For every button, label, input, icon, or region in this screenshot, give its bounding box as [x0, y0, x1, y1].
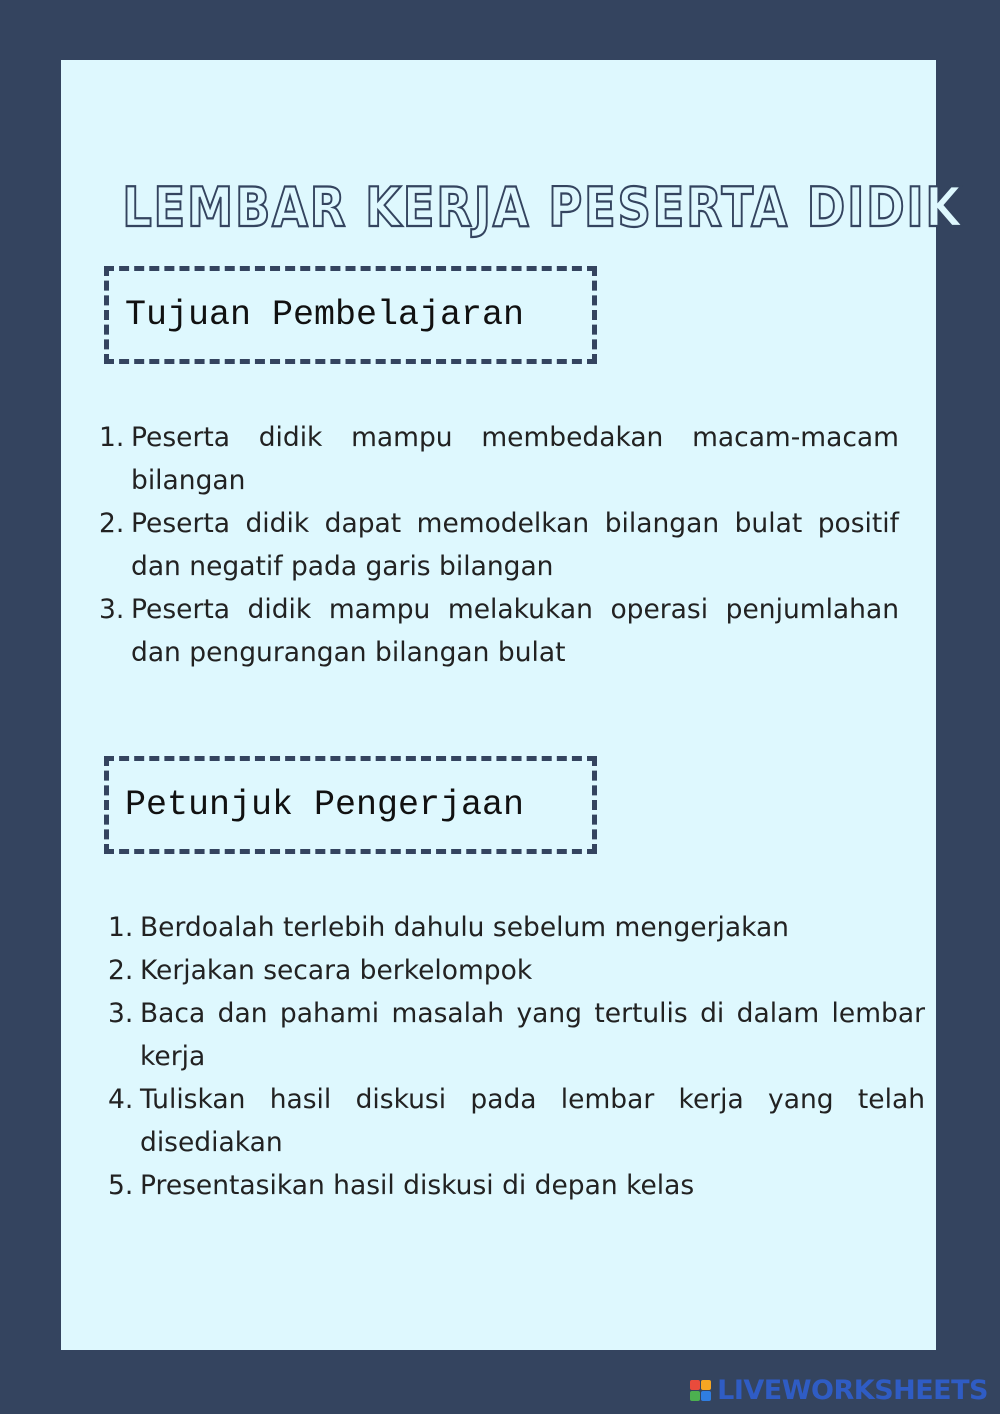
list-item	[108, 949, 925, 992]
list-item-text: Peserta didik mampu melakukan operasi penjumlahan dan pengurangan bilangan bulat	[131, 594, 899, 668]
list-item	[108, 1078, 925, 1164]
list-item	[99, 502, 899, 588]
list-item-text: Berdoalah terlebih dahulu sebelum mengerjakan	[140, 912, 789, 943]
liveworksheets-watermark	[690, 1375, 988, 1406]
list-item-text: Baca dan pahami masalah yang tertulis di dalam lembar kerja	[140, 998, 925, 1072]
list-item	[108, 1164, 925, 1207]
list-item-text: Presentasikan hasil diskusi di depan kelas	[140, 1170, 695, 1201]
list-item-number: 4.	[108, 1084, 134, 1115]
section-heading-label: Tujuan Pembelajaran	[125, 295, 525, 335]
list-item-text: Peserta didik dapat memodelkan bilangan bulat positif dan negatif pada garis bilangan	[131, 508, 899, 582]
list-item	[108, 992, 925, 1078]
list-item-number: 1.	[108, 912, 134, 943]
list-item	[108, 906, 925, 949]
logo-square	[690, 1391, 700, 1401]
logo-square	[701, 1391, 711, 1401]
watermark-text: LIVEWORKSHEETS	[717, 1375, 988, 1406]
logo-square	[701, 1380, 711, 1390]
list-item-number: 1.	[99, 422, 125, 453]
section-heading-tujuan	[104, 266, 597, 364]
list-item-number: 2.	[108, 955, 134, 986]
learning-objectives-list	[99, 416, 899, 674]
list-item-number: 2.	[99, 508, 125, 539]
section-heading-label: Petunjuk Pengerjaan	[125, 785, 525, 825]
list-item-number: 3.	[99, 594, 125, 625]
logo-square	[690, 1380, 700, 1390]
list-item	[99, 416, 899, 502]
worksheet-page	[61, 60, 964, 1350]
list-item-number: 3.	[108, 998, 134, 1029]
section-heading-petunjuk	[104, 756, 597, 854]
list-item-text: Peserta didik mampu membedakan macam-macam bilangan	[131, 422, 899, 496]
list-item-number: 5.	[108, 1170, 134, 1201]
list-item-text: Tuliskan hasil diskusi pada lembar kerja yang telah disediakan	[140, 1084, 925, 1158]
list-item	[99, 588, 899, 674]
liveworksheets-logo-icon	[690, 1380, 711, 1401]
instructions-list	[108, 906, 925, 1207]
page-title: LEMBAR KERJA PESERTA DIDIK	[122, 176, 964, 239]
list-item-text: Kerjakan secara berkelompok	[140, 955, 533, 986]
